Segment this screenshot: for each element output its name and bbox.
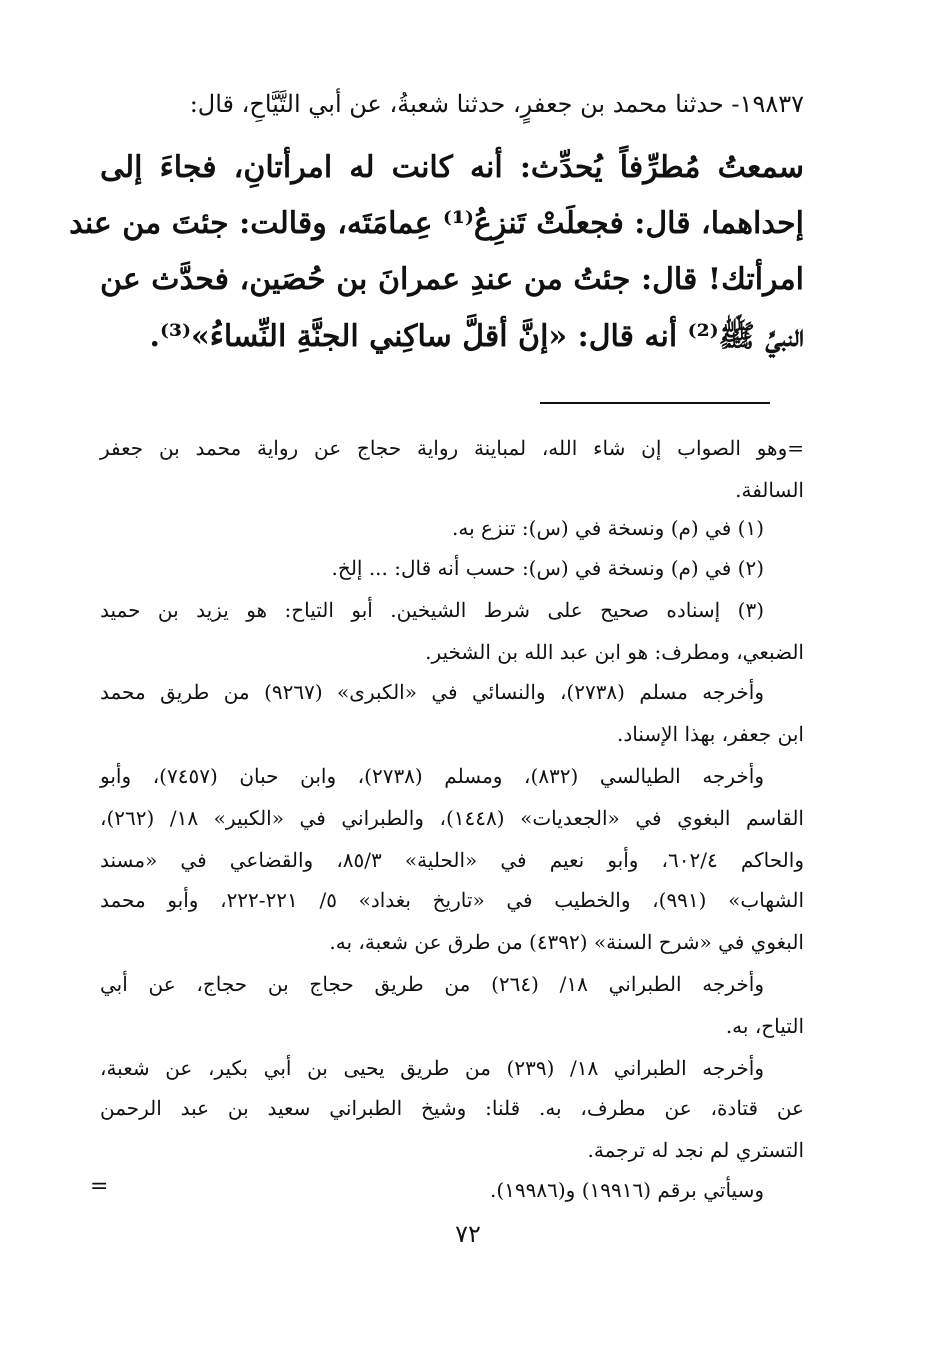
footnote-carryover: =وهو الصواب إن شاء الله، لمباينة رواية حجاج عن رواية محمد بن جعفر xyxy=(100,436,804,460)
footnote-paragraph: وأخرجه الطبراني ١٨/ (٢٦٤) من طريق حجاج بن حجاج، عن أبي xyxy=(100,972,764,996)
footnote-separator xyxy=(540,402,770,404)
hadith-line: امرأتك! قال: جئتُ من عندِ عمرانَ بن حُصَين، فحدَّث عن xyxy=(100,262,804,297)
footnote-3: الضبعي، ومطرف: هو ابن عبد الله بن الشخير. xyxy=(425,640,804,664)
footnote-1: (١) في (م) ونسخة في (س): تنزع به. xyxy=(452,516,764,540)
footnote-paragraph: التستري لم نجد له ترجمة. xyxy=(587,1138,804,1162)
footnote-paragraph: البغوي في «شرح السنة» (٤٣٩٢) من طرق عن شعبة، به. xyxy=(329,930,804,954)
hadith-header: ١٩٨٣٧- حدثنا محمد بن جعفرٍ، حدثنا شعبةُ، عن أبي التَّيَّاحِ، قال: xyxy=(189,90,804,118)
hadith-line: النبيِّ ﷺ⁽²⁾ أنه قال: «إنَّ أقلَّ ساكِني الجنَّةِ النِّساءُ»⁽³⁾. xyxy=(149,319,804,354)
hadith-line: سمعتُ مُطرِّفاً يُحدِّث: أنه كانت له امرأتانِ، فجاءَ إلى xyxy=(100,150,804,185)
footnote-paragraph: عن قتادة، عن مطرف، به. قلنا: وشيخ الطبراني سعيد بن عبد الرحمن xyxy=(100,1096,804,1120)
footnote-paragraph: وأخرجه الطبراني ١٨/ (٢٣٩) من طريق يحيى بن أبي بكير، عن شعبة، xyxy=(100,1056,765,1080)
footnote-carryover: السالفة. xyxy=(735,478,804,502)
footnote-2: (٢) في (م) ونسخة في (س): حسب أنه قال: ... إلخ. xyxy=(331,556,764,580)
footnote-paragraph: الشهاب» (٩٩١)، والخطيب في «تاريخ بغداد» ٥/ ٢٢١-٢٢٢، وأبو محمد xyxy=(100,888,804,912)
footnote-3: (٣) إسناده صحيح على شرط الشيخين. أبو التياح: هو يزيد بن حميد xyxy=(100,598,764,622)
footnote-paragraph: وسيأتي برقم (١٩٩١٦) و(١٩٩٨٦). xyxy=(489,1178,764,1202)
footnote-paragraph: التياح، به. xyxy=(725,1014,804,1038)
footnote-paragraph: وأخرجه مسلم (٢٧٣٨)، والنسائي في «الكبرى» (٩٢٦٧) من طريق محمد xyxy=(100,680,764,704)
continuation-marker: = xyxy=(90,1174,109,1199)
page-number: ٧٢ xyxy=(455,1220,481,1248)
footnote-paragraph: والحاكم ٦٠٢/٤، وأبو نعيم في «الحلية» ٨٥/٣، والقضاعي في «مسند xyxy=(100,848,804,872)
footnote-paragraph: القاسم البغوي في «الجعديات» (١٤٤٨)، والطبراني في «الكبير» ١٨/ (٢٦٢)، xyxy=(100,806,804,830)
hadith-line: إحداهما، قال: فجعلَتْ تَنزِعُ⁽¹⁾ عِمامَتَه، وقالت: جئتَ من عند xyxy=(69,206,804,241)
footnote-paragraph: وأخرجه الطيالسي (٨٣٢)، ومسلم (٢٧٣٨)، وابن حبان (٧٤٥٧)، وأبو xyxy=(100,764,765,788)
footnote-paragraph: ابن جعفر، بهذا الإسناد. xyxy=(617,722,804,746)
